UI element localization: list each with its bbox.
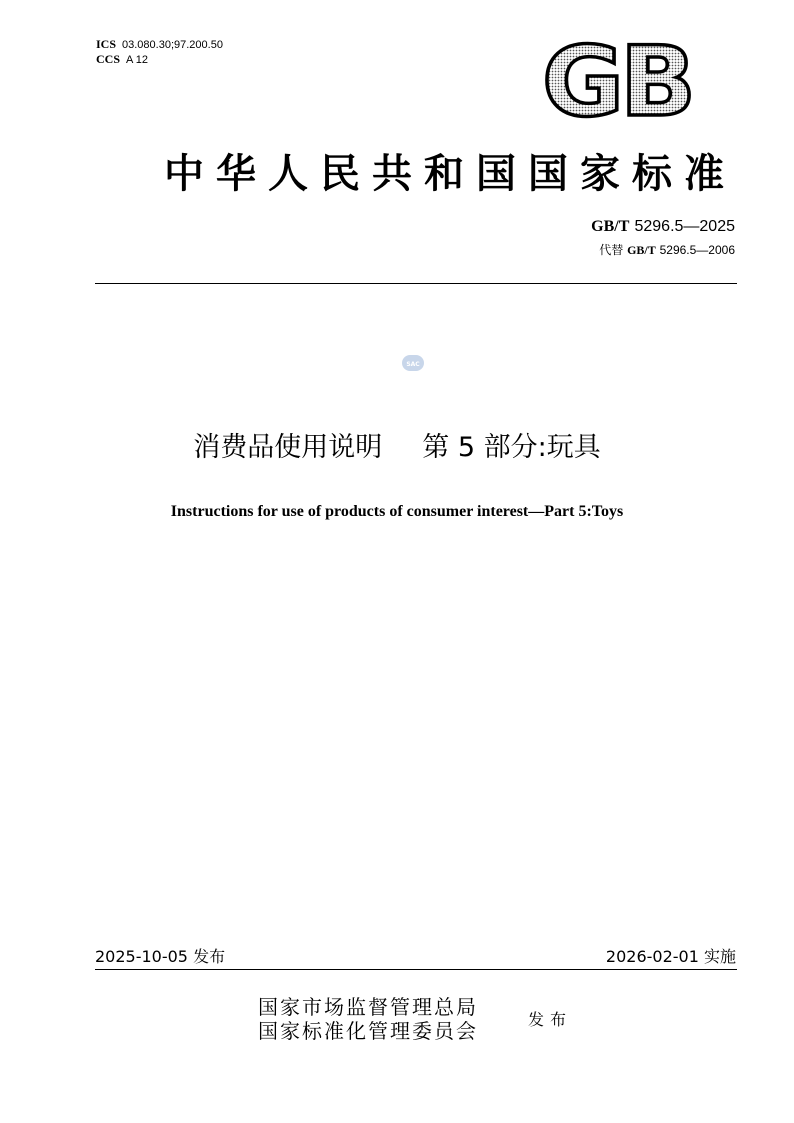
title-zh-part2: 第 5 部分:玩具 bbox=[422, 432, 601, 463]
national-standard-title: 中华人民共和国国家标准 bbox=[164, 151, 736, 197]
gb-logo bbox=[539, 40, 696, 120]
document-title-zh bbox=[0, 430, 794, 466]
document-title-en: Instructions for use of products of consumer interest—Part 5:Toys bbox=[170, 503, 624, 520]
sac-watermark-text: SAC bbox=[406, 361, 420, 368]
top-divider bbox=[95, 283, 737, 284]
title-zh-part1: 消费品使用说明 bbox=[193, 432, 383, 463]
standard-prefix: GB/T bbox=[591, 218, 630, 235]
ccs-line bbox=[96, 52, 223, 67]
issuing-authorities bbox=[258, 995, 478, 1043]
ics-value: 03.080.30;97.200.50 bbox=[122, 39, 223, 51]
replaces-code: 5296.5—2006 bbox=[659, 243, 735, 257]
issue-date: 2025-10-05 发布 bbox=[95, 947, 226, 966]
replaces-prefix: GB/T bbox=[627, 243, 656, 257]
ics-ccs-block bbox=[96, 37, 223, 67]
ics-label: ICS bbox=[96, 37, 117, 51]
sac-watermark-icon bbox=[401, 354, 425, 372]
ics-line bbox=[96, 37, 223, 52]
standard-code: 5296.5—2025 bbox=[634, 218, 735, 235]
bottom-divider bbox=[95, 969, 737, 970]
replaces-label: 代替 bbox=[599, 243, 624, 257]
ccs-label: CCS bbox=[96, 52, 121, 66]
publish-label: 发布 bbox=[528, 1010, 573, 1029]
replaces-line bbox=[599, 243, 735, 257]
issuer-sac: 国家标准化管理委员会 bbox=[258, 1019, 478, 1043]
standard-number bbox=[591, 216, 735, 237]
gb-logo-text: GB bbox=[542, 40, 692, 120]
issuer-samr: 国家市场监督管理总局 bbox=[258, 995, 478, 1019]
ccs-value: A 12 bbox=[126, 54, 149, 66]
implementation-date: 2026-02-01 实施 bbox=[605, 947, 736, 966]
